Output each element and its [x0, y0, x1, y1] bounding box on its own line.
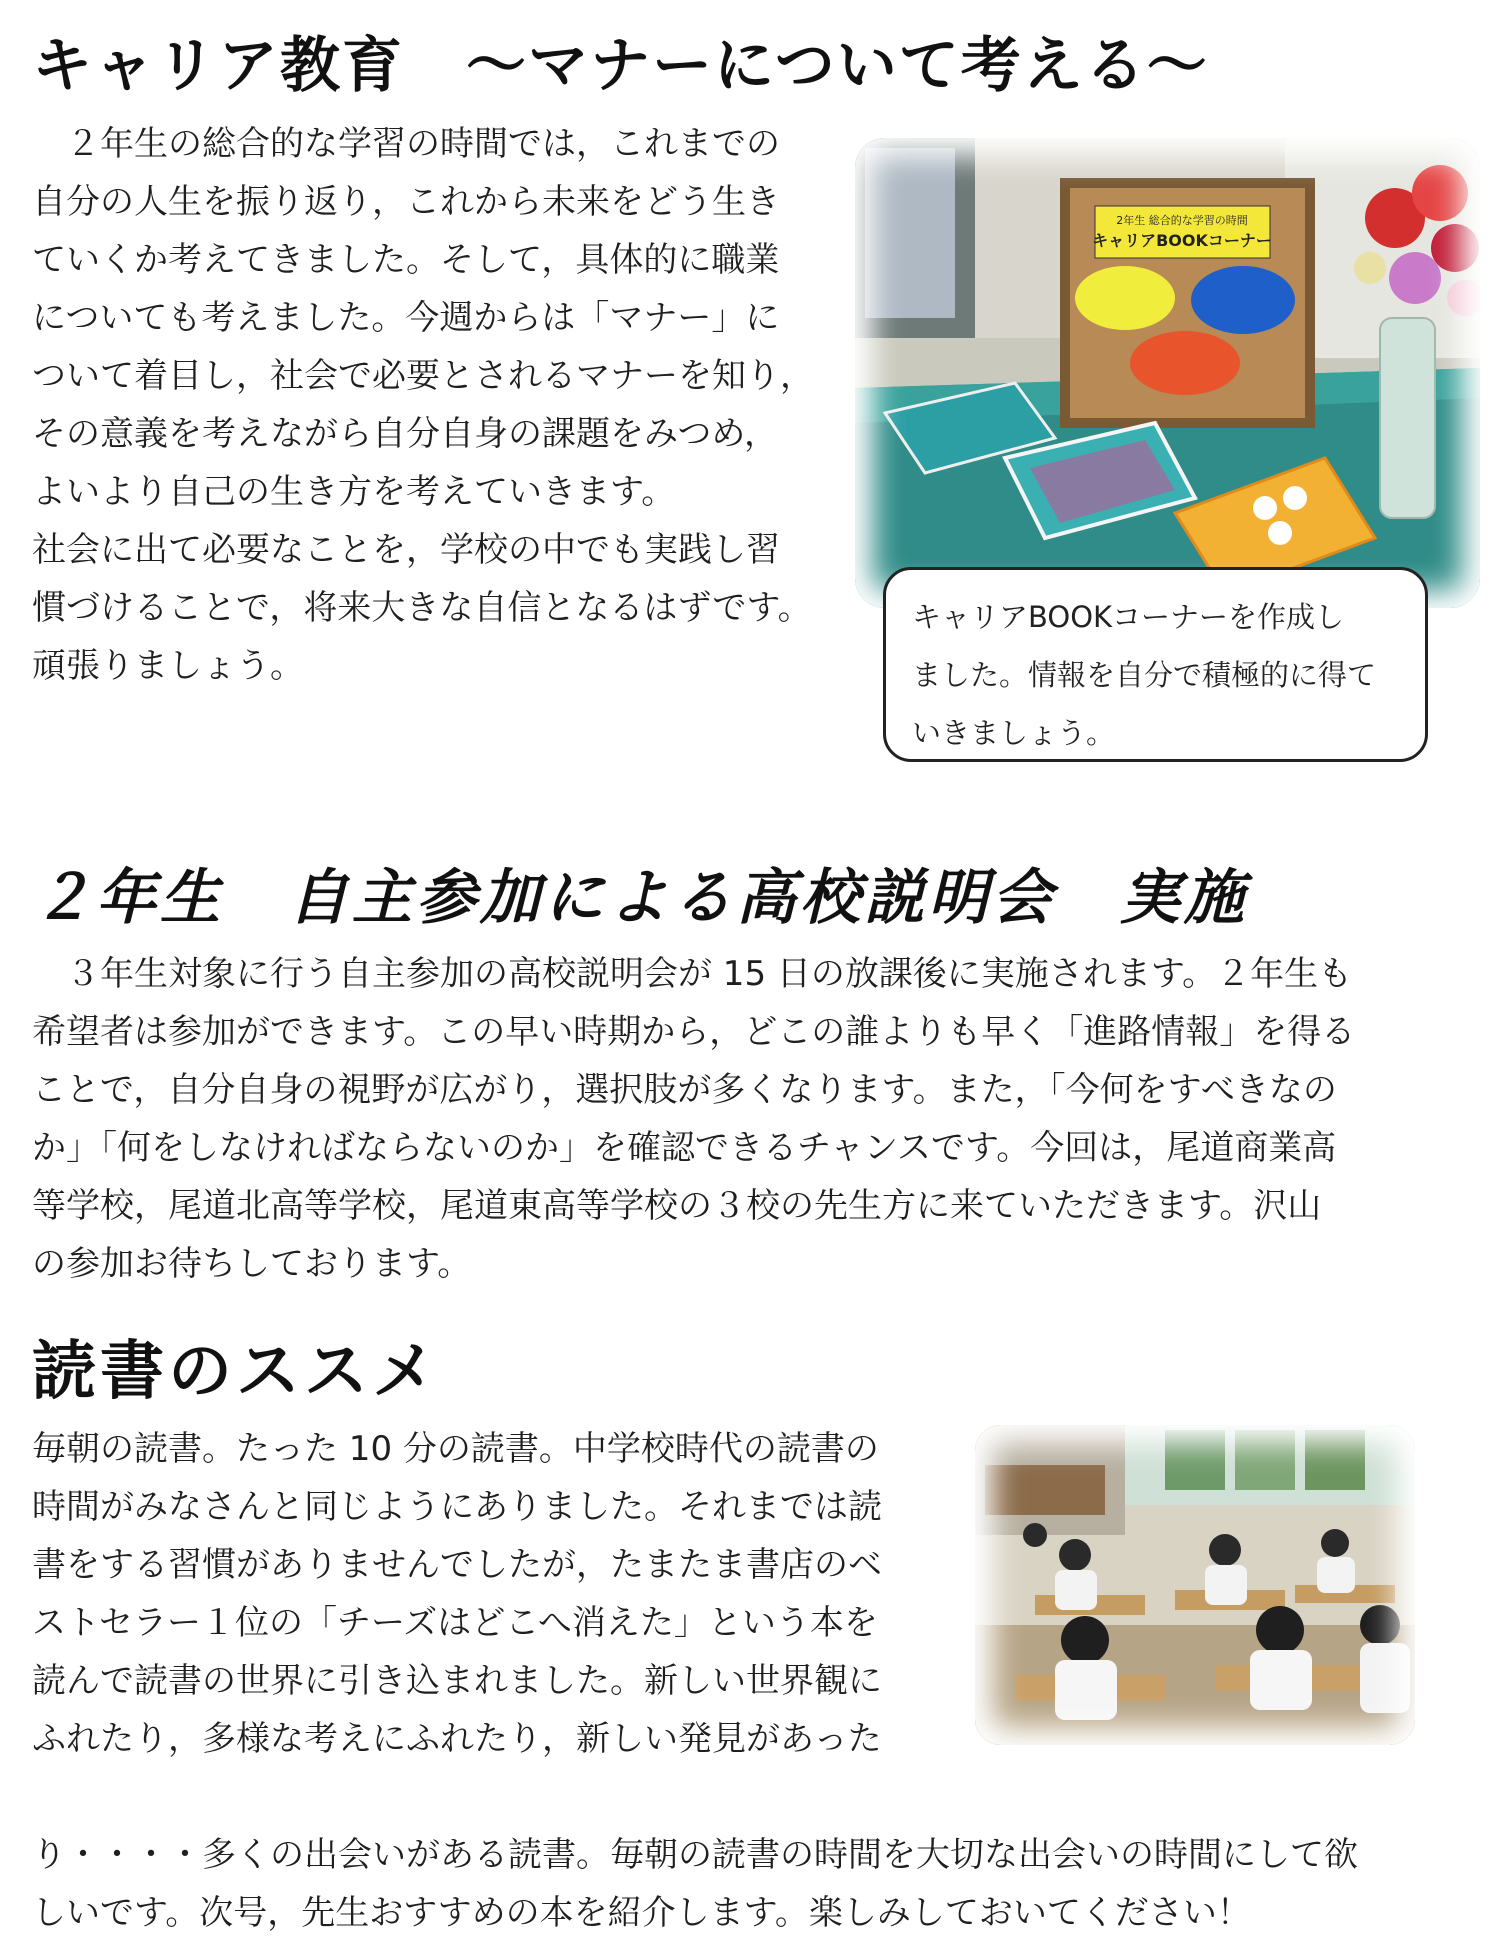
- paragraph-line: 等学校，尾道北高等学校，尾道東高等学校の３校の先生方に来ていただきます。沢山: [32, 1186, 1322, 1226]
- career-book-corner-illustration: [855, 138, 1480, 608]
- reading-paragraph-continued: [32, 1826, 1472, 1942]
- paragraph-line: 書をする習慣がありませんでしたが，たまたま書店のベ: [32, 1545, 882, 1585]
- paragraph-line: か」「何をしなければならないのか」を確認できるチャンスです。今回は，尾道商業高: [32, 1128, 1337, 1168]
- paragraph-line: ２年生の総合的な学習の時間では，これまでの: [32, 124, 780, 164]
- career-education-heading: キャリア教育 ～マナーについて考える～: [32, 31, 1209, 101]
- paragraph-line: ３年生対象に行う自主参加の高校説明会が 15 日の放課後に実施されます。２年生も: [32, 954, 1353, 994]
- high-school-briefing-paragraph: [32, 945, 1472, 1293]
- career-education-paragraph: [32, 115, 832, 695]
- paragraph-line: 希望者は参加ができます。この早い時期から，どこの誰よりも早く「進路情報」を得る: [32, 1012, 1356, 1052]
- photo-caption-callout: [883, 567, 1428, 762]
- reading-paragraph: [32, 1420, 942, 1768]
- reading-recommendation-heading: 読書のススメ: [32, 1335, 440, 1409]
- paragraph-line: ストセラー１位の「チーズはどこへ消えた」という本を: [32, 1603, 878, 1643]
- caption-line: ました。情報を自分で積極的に得て: [912, 658, 1377, 692]
- paragraph-line: 慣づけることで，将来大きな自信となるはずです。: [32, 588, 812, 628]
- paragraph-line: ていくか考えてきました。そして，具体的に職業: [32, 240, 780, 280]
- classroom-reading-illustration: [975, 1425, 1415, 1745]
- paragraph-line: り・・・・多くの出会いがある読書。毎朝の読書の時間を大切な出会いの時間にして欲: [32, 1835, 1358, 1875]
- classroom-reading-photo: [975, 1425, 1415, 1745]
- paragraph-line: 読んで読書の世界に引き込まれました。新しい世界観に: [32, 1661, 882, 1701]
- caption-line: キャリアBOOKコーナーを作成し: [912, 600, 1345, 634]
- paragraph-line: よいより自己の生き方を考えていきます。: [32, 472, 676, 512]
- board-title: キャリアBOOKコーナー: [1092, 231, 1272, 250]
- paragraph-line: 毎朝の読書。たった 10 分の読書。中学校時代の読書の: [32, 1429, 879, 1469]
- paragraph-line: の参加お待ちしております。: [32, 1244, 472, 1284]
- paragraph-line: ことで，自分自身の視野が広がり，選択肢が多くなります。また，「今何をすべきなの: [32, 1070, 1337, 1110]
- paragraph-line: しいです。次号，先生おすすめの本を紹介します。楽しみしておいてください！: [32, 1893, 1251, 1933]
- paragraph-line: 頑張りましょう。: [32, 646, 304, 686]
- paragraph-line: 社会に出て必要なことを，学校の中でも実践し習: [32, 530, 780, 570]
- paragraph-line: ついて着目し，社会で必要とされるマナーを知り，: [32, 356, 814, 396]
- paragraph-line: 時間がみなさんと同じようにありました。それまでは読: [32, 1487, 882, 1527]
- board-subtitle: 2年生 総合的な学習の時間: [1116, 214, 1248, 227]
- career-book-corner-photo: [855, 138, 1480, 608]
- caption-line: いきましょう。: [912, 716, 1116, 750]
- paragraph-line: についても考えました。今週からは「マナー」に: [32, 298, 780, 338]
- paragraph-line: ふれたり，多様な考えにふれたり，新しい発見があった: [32, 1719, 882, 1759]
- paragraph-line: 自分の人生を振り返り，これから未来をどう生き: [32, 182, 780, 222]
- paragraph-line: その意義を考えながら自分自身の課題をみつめ，: [32, 414, 778, 454]
- high-school-briefing-heading: ２年生 自主参加による高校説明会 実施: [32, 863, 1248, 933]
